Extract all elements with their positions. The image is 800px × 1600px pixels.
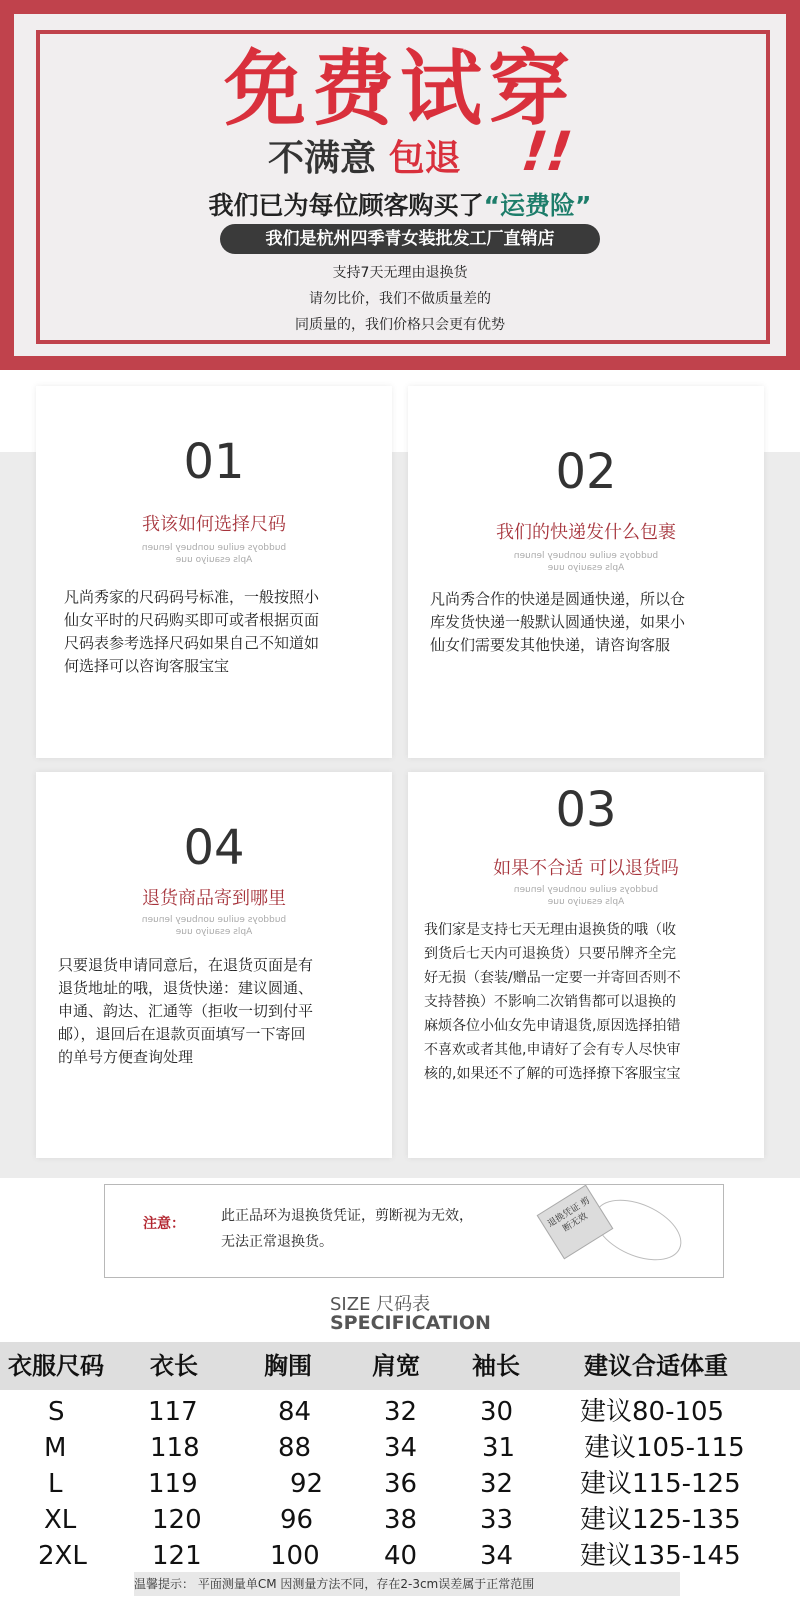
header-cell: 建议合适体重 (584, 1352, 728, 1380)
header-cell: 衣服尺码 (8, 1352, 104, 1380)
banner-subtitle (268, 130, 461, 181)
subtitle-black: 不满意 (268, 138, 377, 179)
table-cell: 32 (480, 1469, 514, 1499)
header-cell: 胸围 (264, 1352, 312, 1380)
table-row (0, 1466, 800, 1502)
table-cell: 建议105-115 (584, 1433, 745, 1463)
header-cell: 衣长 (150, 1352, 198, 1380)
table-row (0, 1538, 800, 1574)
table-cell: 36 (384, 1469, 418, 1499)
table-cell: 33 (480, 1505, 514, 1535)
card-mirror-text: buddoys euilue uonbuey lenuen (513, 885, 659, 895)
card-body-line: 只要退货申请同意后，在退货页面是有 (58, 956, 314, 974)
card-body-line: 到货后七天内可退换货）只要吊牌齐全完 (424, 946, 676, 962)
table-cell: 40 (384, 1541, 418, 1571)
card-body (430, 588, 685, 657)
card-body-line: 尺码表参考选择尺码如果自己不知道如 (64, 634, 320, 652)
card-number: 02 (555, 444, 617, 500)
table-cell: 96 (280, 1505, 314, 1535)
banner-line-1: 支持7天无理由退换货 (332, 265, 468, 281)
table-cell: M (44, 1433, 67, 1463)
header-cell: 肩宽 (372, 1352, 420, 1380)
card-body-line: 好无损（套装/赠品一定要一并寄回否则不 (424, 970, 681, 986)
table-cell: 34 (480, 1541, 514, 1571)
card-number: 04 (183, 820, 245, 876)
return-tag-icon: 退换凭证 剪断无效 (537, 1185, 614, 1260)
subtitle-red: 包退 (388, 138, 461, 179)
card-mirror-text: Apls esauiyo uue (175, 555, 253, 565)
table-cell: 84 (278, 1397, 312, 1427)
table-cell: 32 (384, 1397, 418, 1427)
card-mirror-text: Apls esauiyo uue (547, 563, 625, 573)
table-cell: L (48, 1469, 63, 1499)
card-body-line: 邮），退回后在退款页面填写一下寄回 (58, 1025, 306, 1043)
table-cell: 建议115-125 (580, 1469, 741, 1499)
card-body-line: 支持替换）不影响二次销售都可以退换的 (424, 994, 676, 1010)
card-mirror-text: buddoys euilue uonbuey lenuen (513, 551, 659, 561)
card-number: 01 (183, 434, 245, 490)
table-cell: 121 (152, 1541, 202, 1571)
card-heading: 如果不合适 可以退货吗 (493, 858, 679, 879)
banner-title: 免费试穿 (223, 42, 576, 137)
card-body-line: 凡尚秀家的尺码码号标准，一般按照小 (64, 588, 320, 606)
card-mirror-text: buddoys euilue uonbuey lenuen (141, 915, 287, 925)
promo-banner (0, 0, 800, 370)
table-cell: 38 (384, 1505, 418, 1535)
insurance-line (0, 186, 800, 222)
card-mirror-text: buddoys euilue uonbuey lenuen (141, 543, 287, 553)
notice-line: 此正品环为退换货凭证，剪断视为无效， (221, 1208, 473, 1224)
card-body-line: 凡尚秀合作的快递是圆通快递，所以仓 (430, 590, 686, 608)
card-body-line: 麻烦各位小仙女先申请退货,原因选择拍错 (424, 1018, 681, 1034)
card-number: 03 (555, 782, 617, 838)
notice-label: 注意： (143, 1216, 185, 1232)
insurance-highlight: “运费险” (483, 191, 592, 220)
table-cell: S (48, 1397, 65, 1427)
faq-card-02 (408, 386, 764, 758)
size-title-en: SPECIFICATION (330, 1312, 491, 1334)
store-pill: 我们是杭州四季青女装批发工厂直销店 (220, 224, 600, 254)
table-cell: XL (44, 1505, 77, 1535)
table-header (0, 1342, 800, 1390)
banner-line-3: 同质量的，我们价格只会更有优势 (295, 317, 505, 333)
table-row (0, 1394, 800, 1430)
card-heading: 我们的快递发什么包裹 (496, 522, 676, 543)
card-body-line: 何选择可以咨询客服宝宝 (64, 657, 230, 675)
card-mirror-text: Apls esauiyo uue (547, 897, 625, 907)
table-row (0, 1502, 800, 1538)
card-body-line: 退货地址的哦，退货快递：建议圆通、 (58, 979, 314, 997)
table-cell: 34 (384, 1433, 418, 1463)
card-body (424, 918, 681, 1086)
banner-line-2: 请勿比价，我们不做质量差的 (309, 291, 491, 307)
size-footnote: 温馨提示： 平面测量单CM 因测量方法不同，存在2-3cm误差属于正常范围 (134, 1572, 680, 1596)
table-cell: 2XL (38, 1541, 87, 1571)
table-cell: 建议135-145 (580, 1541, 741, 1571)
card-body (58, 954, 313, 1069)
table-cell: 119 (148, 1469, 198, 1499)
notice-text (221, 1203, 473, 1255)
table-cell: 120 (152, 1505, 202, 1535)
table-cell: 92 (290, 1469, 324, 1499)
size-title: SIZE 尺码表 (330, 1294, 431, 1315)
card-body-line: 仙女们需要发其他快递，请咨询客服 (430, 636, 671, 654)
header-cell: 袖长 (472, 1352, 520, 1380)
card-body-line: 不喜欢或者其他,申请好了会有专人尽快审 (424, 1042, 681, 1058)
table-cell: 118 (150, 1433, 200, 1463)
card-heading: 我该如何选择尺码 (142, 514, 286, 535)
faq-card-03 (408, 772, 764, 1158)
table-cell: 88 (278, 1433, 312, 1463)
table-cell: 31 (482, 1433, 516, 1463)
card-mirror-text: Apls esauiyo uue (175, 927, 253, 937)
card-body-line: 我们家是支持七天无理由退换货的哦（收 (424, 922, 676, 938)
table-cell: 100 (270, 1541, 320, 1571)
faq-card-04 (36, 772, 392, 1158)
faq-card-01 (36, 386, 392, 758)
exclamation-icon: !! (511, 120, 582, 183)
card-body (64, 586, 319, 678)
card-body-line: 库发货快递一般默认圆通快递，如果小 (430, 613, 686, 631)
table-row (0, 1430, 800, 1466)
table-cell: 117 (148, 1397, 198, 1427)
card-heading: 退货商品寄到哪里 (142, 888, 286, 909)
card-body-line: 核的,如果还不了解的可选择撩下客服宝宝 (424, 1066, 681, 1082)
insurance-text: 我们已为每位顾客购买了 (208, 191, 484, 220)
card-body-line: 的单号方便查询处理 (58, 1048, 194, 1066)
notice-line: 无法正常退换货。 (221, 1234, 333, 1250)
card-body-line: 申通、韵达、汇通等（拒收一切到付平 (58, 1002, 314, 1020)
table-cell: 建议125-135 (580, 1505, 741, 1535)
card-body-line: 仙女平时的尺码购买即可或者根据页面 (64, 611, 320, 629)
table-cell: 30 (480, 1397, 514, 1427)
table-cell: 建议80-105 (580, 1397, 725, 1427)
